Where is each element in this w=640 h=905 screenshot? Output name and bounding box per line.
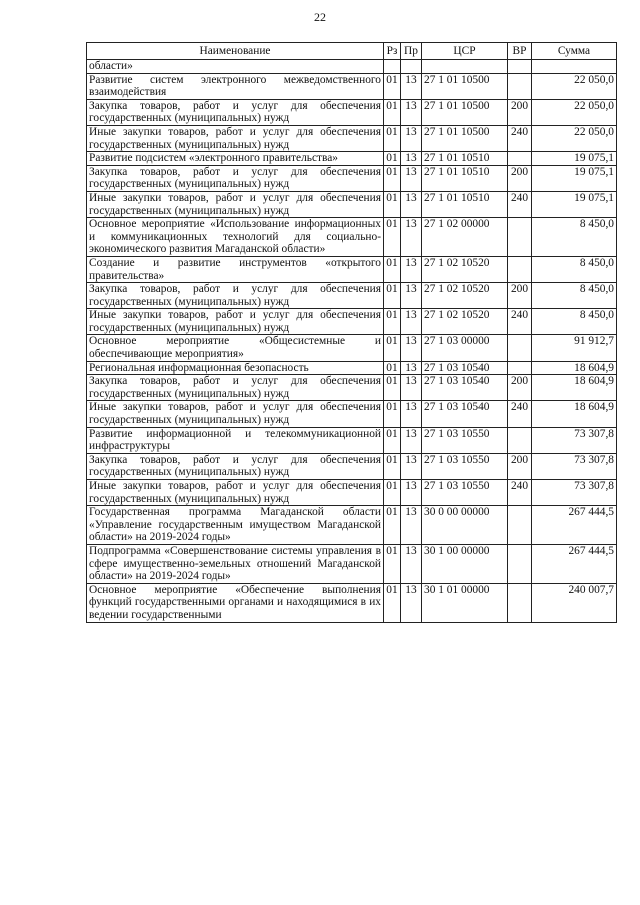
table-row xyxy=(87,165,617,191)
row-sum: 8 450,0 xyxy=(532,283,617,309)
row-vr: 240 xyxy=(508,401,532,427)
row-rz: 01 xyxy=(384,256,401,282)
row-rz: 01 xyxy=(384,309,401,335)
row-pr: 13 xyxy=(401,165,422,191)
row-name: Региональная информационная безопасность xyxy=(87,361,384,375)
row-sum xyxy=(532,60,617,74)
row-vr xyxy=(508,60,532,74)
row-pr: 13 xyxy=(401,309,422,335)
table-row xyxy=(87,99,617,125)
header-pr: Пр xyxy=(401,43,422,60)
row-name: Закупка товаров, работ и услуг для обеспечения государственных (муниципальных) нужд xyxy=(87,375,384,401)
row-pr: 13 xyxy=(401,152,422,166)
row-sum: 22 050,0 xyxy=(532,99,617,125)
row-rz: 01 xyxy=(384,218,401,257)
table-row xyxy=(87,480,617,506)
row-pr: 13 xyxy=(401,453,422,479)
row-csr: 27 1 03 10550 xyxy=(422,453,508,479)
row-pr xyxy=(401,60,422,74)
table-row xyxy=(87,583,617,622)
row-pr: 13 xyxy=(401,544,422,583)
row-sum: 18 604,9 xyxy=(532,401,617,427)
row-sum: 240 007,7 xyxy=(532,583,617,622)
row-csr: 27 1 03 10550 xyxy=(422,480,508,506)
row-pr: 13 xyxy=(401,125,422,151)
row-csr: 27 1 02 00000 xyxy=(422,218,508,257)
row-csr: 27 1 02 10520 xyxy=(422,309,508,335)
row-vr: 240 xyxy=(508,125,532,151)
row-name: Основное мероприятие «Использование информационных и коммуникационных технологий для социально-экономического развития Магаданской области» xyxy=(87,218,384,257)
table-row xyxy=(87,427,617,453)
row-name: Закупка товаров, работ и услуг для обеспечения государственных (муниципальных) нужд xyxy=(87,99,384,125)
row-csr: 27 1 02 10520 xyxy=(422,256,508,282)
row-vr xyxy=(508,583,532,622)
row-rz: 01 xyxy=(384,191,401,217)
row-rz: 01 xyxy=(384,361,401,375)
row-vr: 200 xyxy=(508,283,532,309)
row-sum: 73 307,8 xyxy=(532,480,617,506)
row-sum: 18 604,9 xyxy=(532,361,617,375)
row-pr: 13 xyxy=(401,99,422,125)
row-sum: 8 450,0 xyxy=(532,309,617,335)
row-rz: 01 xyxy=(384,544,401,583)
header-rz: Рз xyxy=(384,43,401,60)
table-row xyxy=(87,73,617,99)
row-name: Развитие подсистем «электронного правительства» xyxy=(87,152,384,166)
row-pr: 13 xyxy=(401,191,422,217)
row-csr: 27 1 01 10500 xyxy=(422,99,508,125)
row-vr xyxy=(508,73,532,99)
table-row xyxy=(87,191,617,217)
table-row xyxy=(87,256,617,282)
row-vr: 200 xyxy=(508,165,532,191)
row-sum: 18 604,9 xyxy=(532,375,617,401)
row-csr: 27 1 01 10500 xyxy=(422,73,508,99)
row-pr: 13 xyxy=(401,401,422,427)
row-pr: 13 xyxy=(401,506,422,545)
row-csr: 27 1 01 10510 xyxy=(422,152,508,166)
table-header-row xyxy=(87,43,617,60)
row-rz: 01 xyxy=(384,73,401,99)
row-vr xyxy=(508,361,532,375)
row-rz: 01 xyxy=(384,480,401,506)
row-name: Иные закупки товаров, работ и услуг для обеспечения государственных (муниципальных) нужд xyxy=(87,401,384,427)
table-row xyxy=(87,218,617,257)
row-name: Иные закупки товаров, работ и услуг для обеспечения государственных (муниципальных) нужд xyxy=(87,125,384,151)
table-row xyxy=(87,506,617,545)
row-pr: 13 xyxy=(401,335,422,361)
row-sum: 19 075,1 xyxy=(532,165,617,191)
row-sum: 91 912,7 xyxy=(532,335,617,361)
row-rz xyxy=(384,60,401,74)
row-name: Государственная программа Магаданской области «Управление государственным имуществом Магаданской области» на 2019-2024 годы» xyxy=(87,506,384,545)
budget-table xyxy=(86,42,617,623)
row-rz: 01 xyxy=(384,427,401,453)
row-vr: 200 xyxy=(508,99,532,125)
table-row xyxy=(87,152,617,166)
header-csr: ЦСР xyxy=(422,43,508,60)
row-rz: 01 xyxy=(384,583,401,622)
row-pr: 13 xyxy=(401,256,422,282)
row-vr xyxy=(508,335,532,361)
table-row xyxy=(87,283,617,309)
row-name: Иные закупки товаров, работ и услуг для обеспечения государственных (муниципальных) нужд xyxy=(87,480,384,506)
row-pr: 13 xyxy=(401,583,422,622)
row-name: Иные закупки товаров, работ и услуг для обеспечения государственных (муниципальных) нужд xyxy=(87,309,384,335)
table-row xyxy=(87,375,617,401)
table-row xyxy=(87,309,617,335)
row-csr: 30 0 00 00000 xyxy=(422,506,508,545)
row-name: Развитие информационной и телекоммуникационной инфраструктуры xyxy=(87,427,384,453)
table-row xyxy=(87,544,617,583)
row-pr: 13 xyxy=(401,375,422,401)
row-vr: 240 xyxy=(508,480,532,506)
row-csr: 30 1 00 00000 xyxy=(422,544,508,583)
row-rz: 01 xyxy=(384,335,401,361)
row-csr: 27 1 01 10500 xyxy=(422,125,508,151)
row-rz: 01 xyxy=(384,165,401,191)
row-csr: 27 1 03 10540 xyxy=(422,361,508,375)
row-name: Закупка товаров, работ и услуг для обеспечения государственных (муниципальных) нужд xyxy=(87,453,384,479)
row-vr xyxy=(508,506,532,545)
row-vr xyxy=(508,218,532,257)
header-vr: ВР xyxy=(508,43,532,60)
row-sum: 19 075,1 xyxy=(532,152,617,166)
row-csr: 27 1 03 10540 xyxy=(422,375,508,401)
row-name: Закупка товаров, работ и услуг для обеспечения государственных (муниципальных) нужд xyxy=(87,165,384,191)
row-name: Основное мероприятие «Обеспечение выполнения функций государственными органами и находящимися в их ведении государственными xyxy=(87,583,384,622)
row-sum: 73 307,8 xyxy=(532,453,617,479)
table-row xyxy=(87,125,617,151)
row-sum: 8 450,0 xyxy=(532,218,617,257)
row-csr: 27 1 02 10520 xyxy=(422,283,508,309)
row-rz: 01 xyxy=(384,283,401,309)
row-csr: 30 1 01 00000 xyxy=(422,583,508,622)
row-vr xyxy=(508,427,532,453)
row-vr: 200 xyxy=(508,375,532,401)
row-vr: 240 xyxy=(508,309,532,335)
row-name: Развитие систем электронного межведомственного взаимодействия xyxy=(87,73,384,99)
header-name: Наименование xyxy=(87,43,384,60)
row-name: Создание и развитие инструментов «открытого правительства» xyxy=(87,256,384,282)
table-row xyxy=(87,401,617,427)
row-sum: 8 450,0 xyxy=(532,256,617,282)
row-name: Закупка товаров, работ и услуг для обеспечения государственных (муниципальных) нужд xyxy=(87,283,384,309)
row-rz: 01 xyxy=(384,125,401,151)
row-pr: 13 xyxy=(401,283,422,309)
row-csr: 27 1 03 00000 xyxy=(422,335,508,361)
row-sum: 22 050,0 xyxy=(532,125,617,151)
table-row xyxy=(87,453,617,479)
table-row xyxy=(87,60,617,74)
row-csr: 27 1 01 10510 xyxy=(422,165,508,191)
header-sum: Сумма xyxy=(532,43,617,60)
row-sum: 19 075,1 xyxy=(532,191,617,217)
row-vr: 240 xyxy=(508,191,532,217)
row-rz: 01 xyxy=(384,99,401,125)
table-row xyxy=(87,335,617,361)
row-name: Основное мероприятие «Общесистемные и обеспечивающие мероприятия» xyxy=(87,335,384,361)
row-name: Иные закупки товаров, работ и услуг для обеспечения государственных (муниципальных) нужд xyxy=(87,191,384,217)
row-csr xyxy=(422,60,508,74)
row-pr: 13 xyxy=(401,73,422,99)
table-row xyxy=(87,361,617,375)
row-csr: 27 1 03 10540 xyxy=(422,401,508,427)
row-name: Подпрограмма «Совершенствование системы управления в сфере имущественно-земельных отношений Магаданской области» на 2019-2024 годы» xyxy=(87,544,384,583)
row-sum: 73 307,8 xyxy=(532,427,617,453)
row-csr: 27 1 01 10510 xyxy=(422,191,508,217)
row-pr: 13 xyxy=(401,480,422,506)
row-rz: 01 xyxy=(384,375,401,401)
row-vr xyxy=(508,152,532,166)
row-vr xyxy=(508,544,532,583)
row-csr: 27 1 03 10550 xyxy=(422,427,508,453)
row-rz: 01 xyxy=(384,506,401,545)
row-rz: 01 xyxy=(384,453,401,479)
row-sum: 267 444,5 xyxy=(532,544,617,583)
row-rz: 01 xyxy=(384,152,401,166)
row-pr: 13 xyxy=(401,361,422,375)
row-name: области» xyxy=(87,60,384,74)
row-sum: 267 444,5 xyxy=(532,506,617,545)
row-vr xyxy=(508,256,532,282)
row-vr: 200 xyxy=(508,453,532,479)
row-pr: 13 xyxy=(401,427,422,453)
row-pr: 13 xyxy=(401,218,422,257)
page-number: 22 xyxy=(314,10,326,24)
row-sum: 22 050,0 xyxy=(532,73,617,99)
row-rz: 01 xyxy=(384,401,401,427)
